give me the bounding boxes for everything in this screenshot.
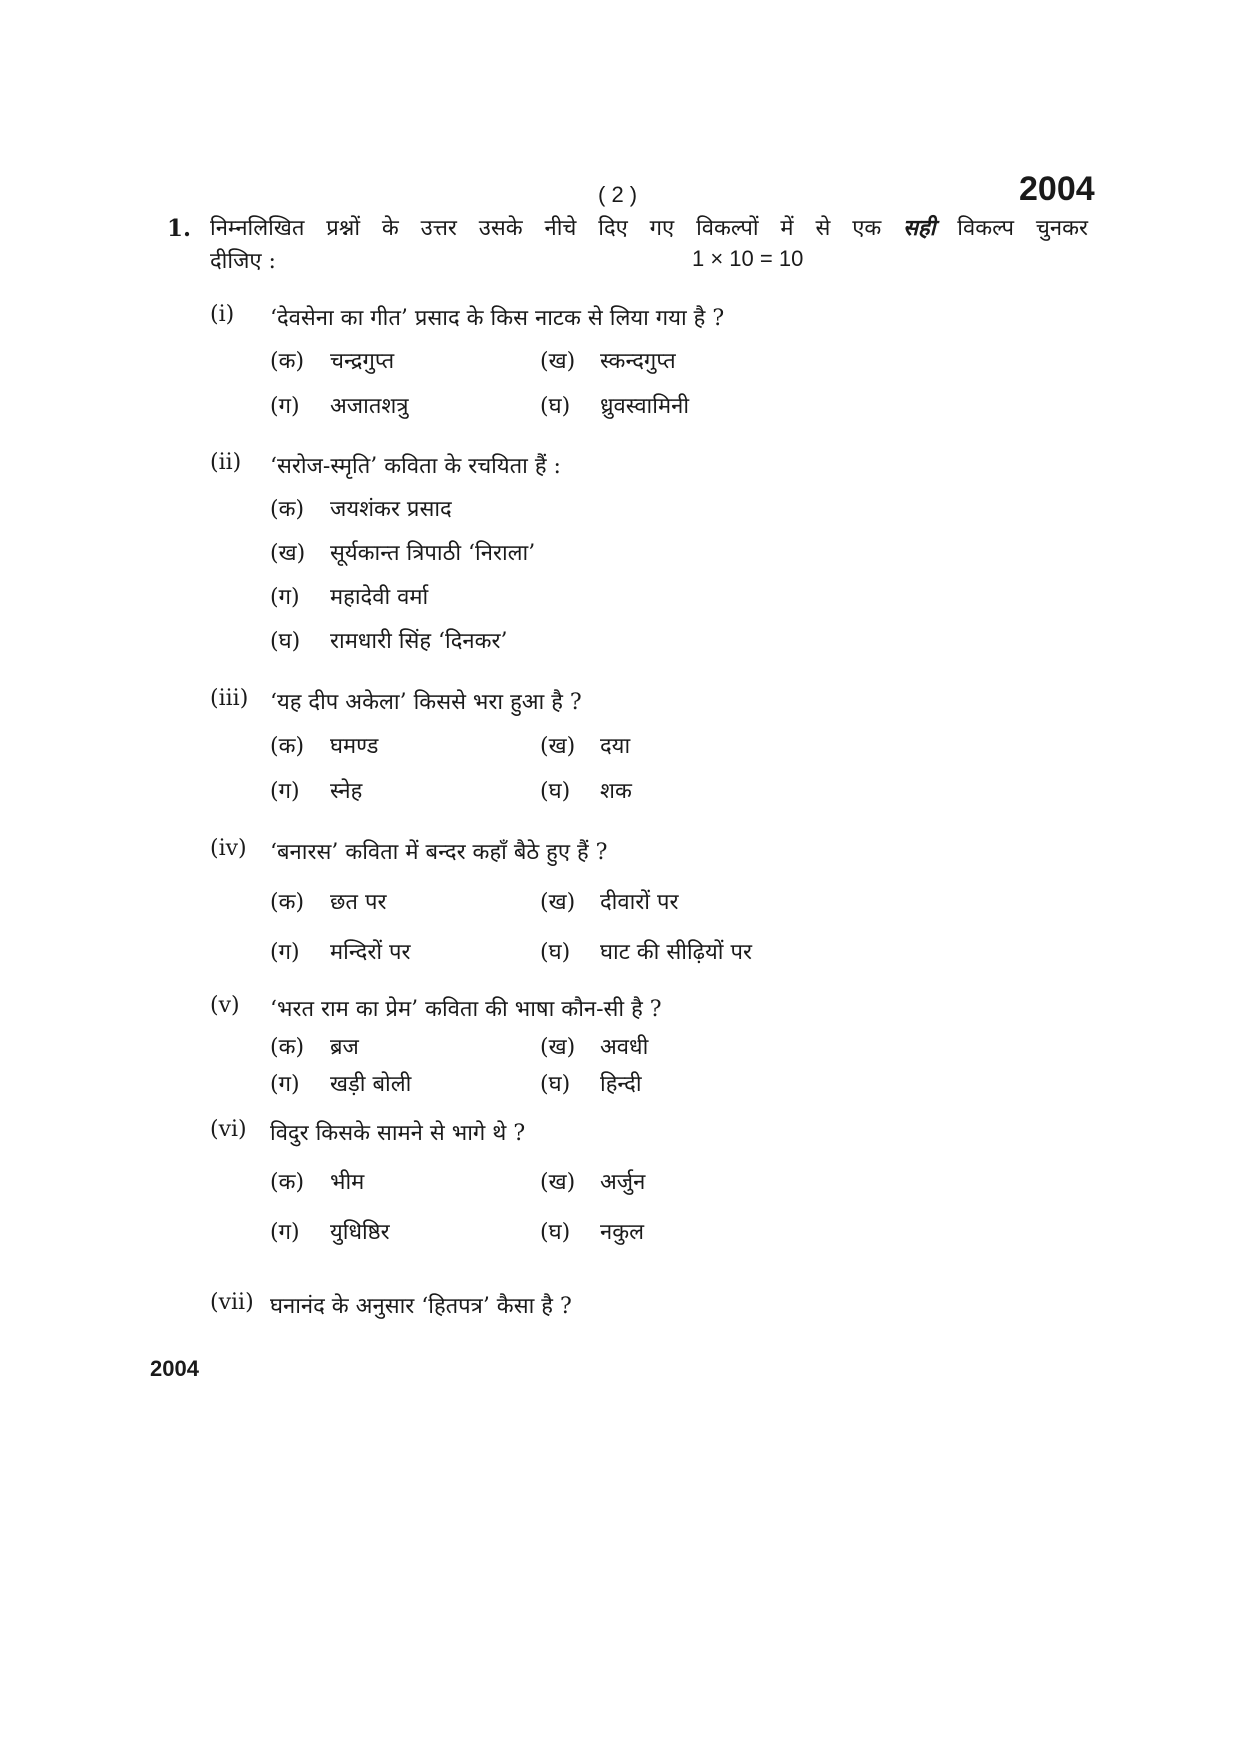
question-iv-text: ‘बनारस’ कविता में बन्दर कहाँ बैठे हुए हैं ? (270, 840, 608, 865)
option-text: ब्रज (330, 1035, 359, 1060)
option-label: (ग) (270, 779, 300, 804)
option-text: हिन्दी (600, 1072, 642, 1097)
option-label: (ग) (270, 394, 300, 419)
option-text: स्नेह (330, 779, 363, 804)
instruction-emphasis: सही (903, 215, 936, 241)
question-ii-number: (ii) (210, 450, 242, 475)
question-i-text: ‘देवसेना का गीत’ प्रसाद के किस नाटक से लिया गया है ? (270, 306, 725, 331)
paper-code-bottom: 2004 (150, 1356, 199, 1381)
paper-code-top: 2004 (1019, 170, 1095, 208)
option-text: ध्रुवस्वामिनी (600, 394, 690, 419)
option-label: (क) (270, 734, 305, 759)
option-label: (ग) (270, 940, 300, 965)
option-label: (ग) (270, 585, 300, 610)
marks-allocation: 1 × 10 = 10 (692, 246, 804, 271)
option-text: दया (600, 734, 631, 759)
option-label: (ख) (540, 890, 576, 915)
question-vi-text: विदुर किसके सामने से भागे थे ? (270, 1121, 526, 1146)
instruction-continuation: दीजिए : (210, 249, 276, 274)
question-vii-text: घनानंद के अनुसार ‘हितपत्र’ कैसा है ? (270, 1294, 572, 1319)
option-label: (ख) (540, 349, 576, 374)
instruction-text-after: विकल्प चुनकर (957, 216, 1088, 241)
question-number: 1. (167, 215, 192, 242)
option-label: (ग) (270, 1220, 300, 1245)
question-vii-number: (vii) (210, 1290, 254, 1315)
option-text: स्कन्दगुप्त (600, 349, 676, 374)
option-text: घमण्ड (330, 734, 379, 759)
question-i-number: (i) (210, 302, 235, 327)
question-vi-number: (vi) (210, 1117, 247, 1142)
question-iii-number: (iii) (210, 686, 249, 711)
question-v-number: (v) (210, 993, 240, 1018)
option-label: (घ) (540, 394, 571, 419)
question-iii-text: ‘यह दीप अकेला’ किससे भरा हुआ है ? (270, 690, 582, 715)
option-text: महादेवी वर्मा (330, 585, 429, 610)
option-label: (ख) (270, 541, 306, 566)
option-text: अवधी (600, 1035, 649, 1060)
option-text: युधिष्ठिर (330, 1220, 390, 1245)
option-text: अर्जुन (600, 1170, 646, 1195)
option-label: (ख) (540, 1035, 576, 1060)
option-label: (ख) (540, 734, 576, 759)
option-text: छत पर (330, 890, 387, 915)
option-text: रामधारी सिंह ‘दिनकर’ (330, 629, 508, 654)
option-text: सूर्यकान्त त्रिपाठी ‘निराला’ (330, 541, 536, 566)
option-label: (क) (270, 497, 305, 522)
option-text: चन्द्रगुप्त (330, 349, 395, 374)
question-v-text: ‘भरत राम का प्रेम’ कविता की भाषा कौन-सी है ? (270, 997, 662, 1022)
option-text: खड़ी बोली (330, 1072, 412, 1097)
option-label: (क) (270, 349, 305, 374)
page-number: ( 2 ) (598, 182, 638, 207)
option-label: (घ) (270, 629, 301, 654)
option-text: नकुल (600, 1220, 645, 1245)
option-label: (क) (270, 1170, 305, 1195)
option-text: जयशंकर प्रसाद (330, 497, 452, 522)
option-label: (क) (270, 890, 305, 915)
option-text: अजातशत्रु (330, 394, 409, 419)
option-text: भीम (330, 1170, 365, 1195)
option-text: घाट की सीढ़ियों पर (600, 940, 752, 965)
question-ii-text: ‘सरोज-स्मृति’ कविता के रचयिता हैं : (270, 454, 561, 479)
option-label: (घ) (540, 779, 571, 804)
option-label: (घ) (540, 1072, 571, 1097)
option-text: मन्दिरों पर (330, 940, 411, 965)
question-iv-number: (iv) (210, 836, 247, 861)
option-text: दीवारों पर (600, 890, 679, 915)
option-text: शक (600, 779, 632, 804)
option-label: (ख) (540, 1170, 576, 1195)
option-label: (घ) (540, 940, 571, 965)
option-label: (ग) (270, 1072, 300, 1097)
instruction-text-before: निम्नलिखित प्रश्नों के उत्तर उसके नीचे दिए गए विकल्पों में से एक (210, 216, 882, 241)
option-label: (क) (270, 1035, 305, 1060)
instruction-text (210, 211, 1088, 246)
option-label: (घ) (540, 1220, 571, 1245)
